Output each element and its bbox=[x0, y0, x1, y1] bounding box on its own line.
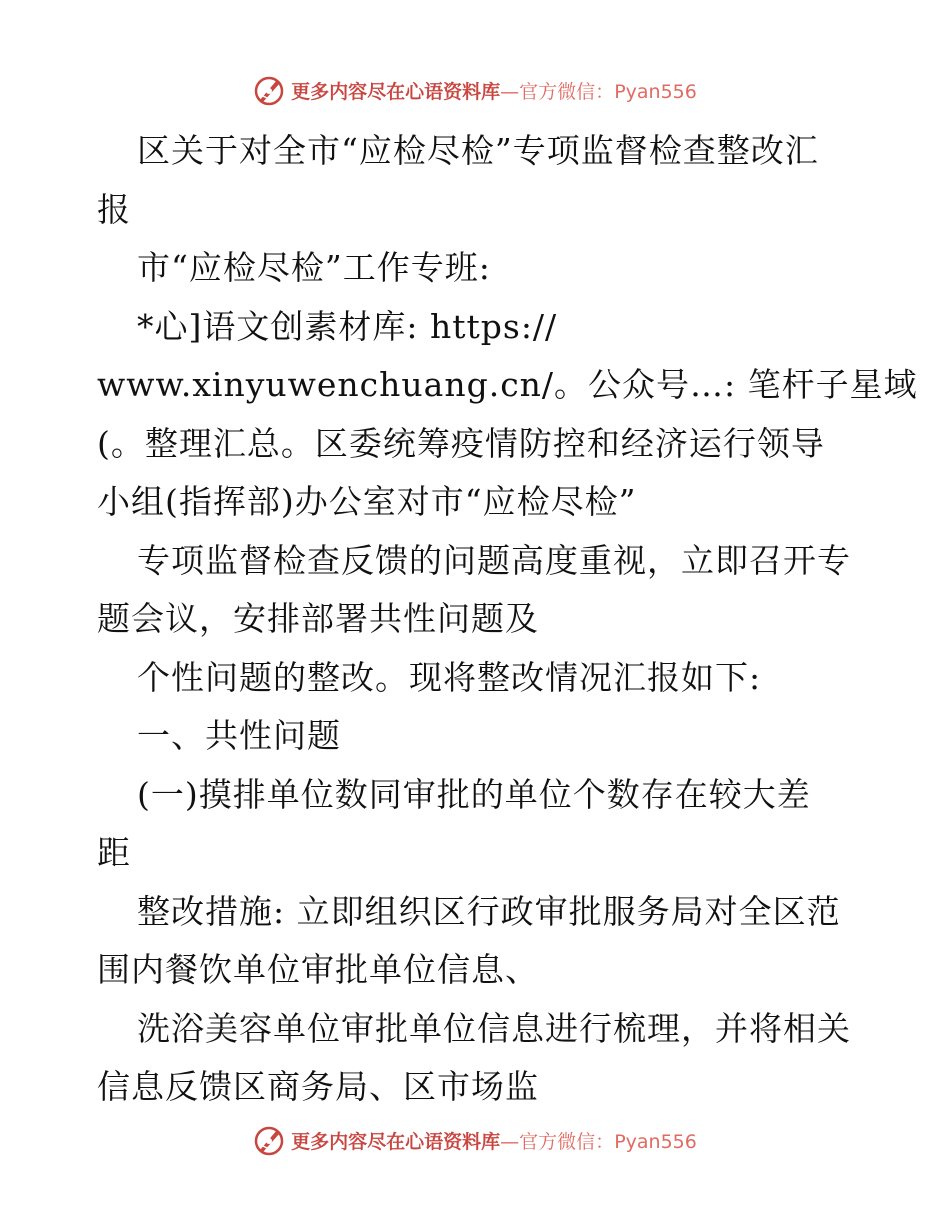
doc-paragraph-line: 整改措施: 立即组织区行政审批服务局对全区范 bbox=[137, 891, 841, 931]
document-body bbox=[97, 122, 918, 1117]
doc-subsection-heading-cont: 距 bbox=[97, 833, 131, 872]
doc-paragraph-line: 个性问题的整改。现将整改情况汇报如下: bbox=[137, 657, 762, 697]
banner-wechat-id: Pyan556 bbox=[614, 80, 697, 103]
banner-main-text: 更多内容尽在心语资料库 bbox=[291, 80, 501, 103]
doc-addressee: 市“应检尽检”工作专班: bbox=[137, 248, 491, 287]
banner-content bbox=[253, 1124, 697, 1156]
banner-content bbox=[253, 74, 697, 106]
doc-paragraph-line: 专项监督检查反馈的问题高度重视，立即召开专 bbox=[137, 540, 851, 580]
doc-title-line-1: 区关于对全市“应检尽检”专项监督检查整改汇 bbox=[137, 131, 819, 170]
doc-paragraph-line: www.xinyuwenchuang.cn/。公众号…: 笔杆子星域 bbox=[97, 365, 918, 404]
doc-paragraph-line: *心]语文创素材库: https:// bbox=[137, 306, 558, 346]
doc-paragraph-line: 题会议，安排部署共性问题及 bbox=[97, 599, 539, 638]
banner-wechat-label: 官方微信： bbox=[519, 80, 615, 103]
feather-pen-logo-icon bbox=[253, 1124, 285, 1156]
footer-banner bbox=[0, 1122, 950, 1158]
doc-paragraph-line: 信息反馈区商务局、区市场监 bbox=[97, 1067, 539, 1106]
feather-pen-logo-icon bbox=[253, 74, 285, 106]
doc-title-line-2: 报 bbox=[97, 189, 131, 229]
header-banner bbox=[0, 72, 950, 108]
banner-dash: — bbox=[500, 80, 520, 103]
doc-paragraph-line: 小组(指挥部)办公室对市“应检尽检” bbox=[97, 482, 637, 521]
banner-text bbox=[291, 1127, 697, 1154]
banner-wechat-id: Pyan556 bbox=[614, 1130, 697, 1153]
banner-text bbox=[291, 77, 697, 104]
doc-subsection-heading: (一)摸排单位数同审批的单位个数存在较大差 bbox=[137, 774, 811, 814]
doc-paragraph-line: 洗浴美容单位审批单位信息进行梳理，并将相关 bbox=[137, 1008, 851, 1048]
doc-section-heading: 一、共性问题 bbox=[137, 716, 341, 755]
banner-main-text: 更多内容尽在心语资料库 bbox=[291, 1130, 501, 1153]
doc-paragraph-line: 围内餐饮单位审批单位信息、 bbox=[97, 950, 539, 989]
banner-dash: — bbox=[500, 1130, 520, 1153]
doc-paragraph-line: (。整理汇总。区委统筹疫情防控和经济运行领导 bbox=[97, 423, 825, 463]
banner-wechat-label: 官方微信： bbox=[519, 1130, 615, 1153]
